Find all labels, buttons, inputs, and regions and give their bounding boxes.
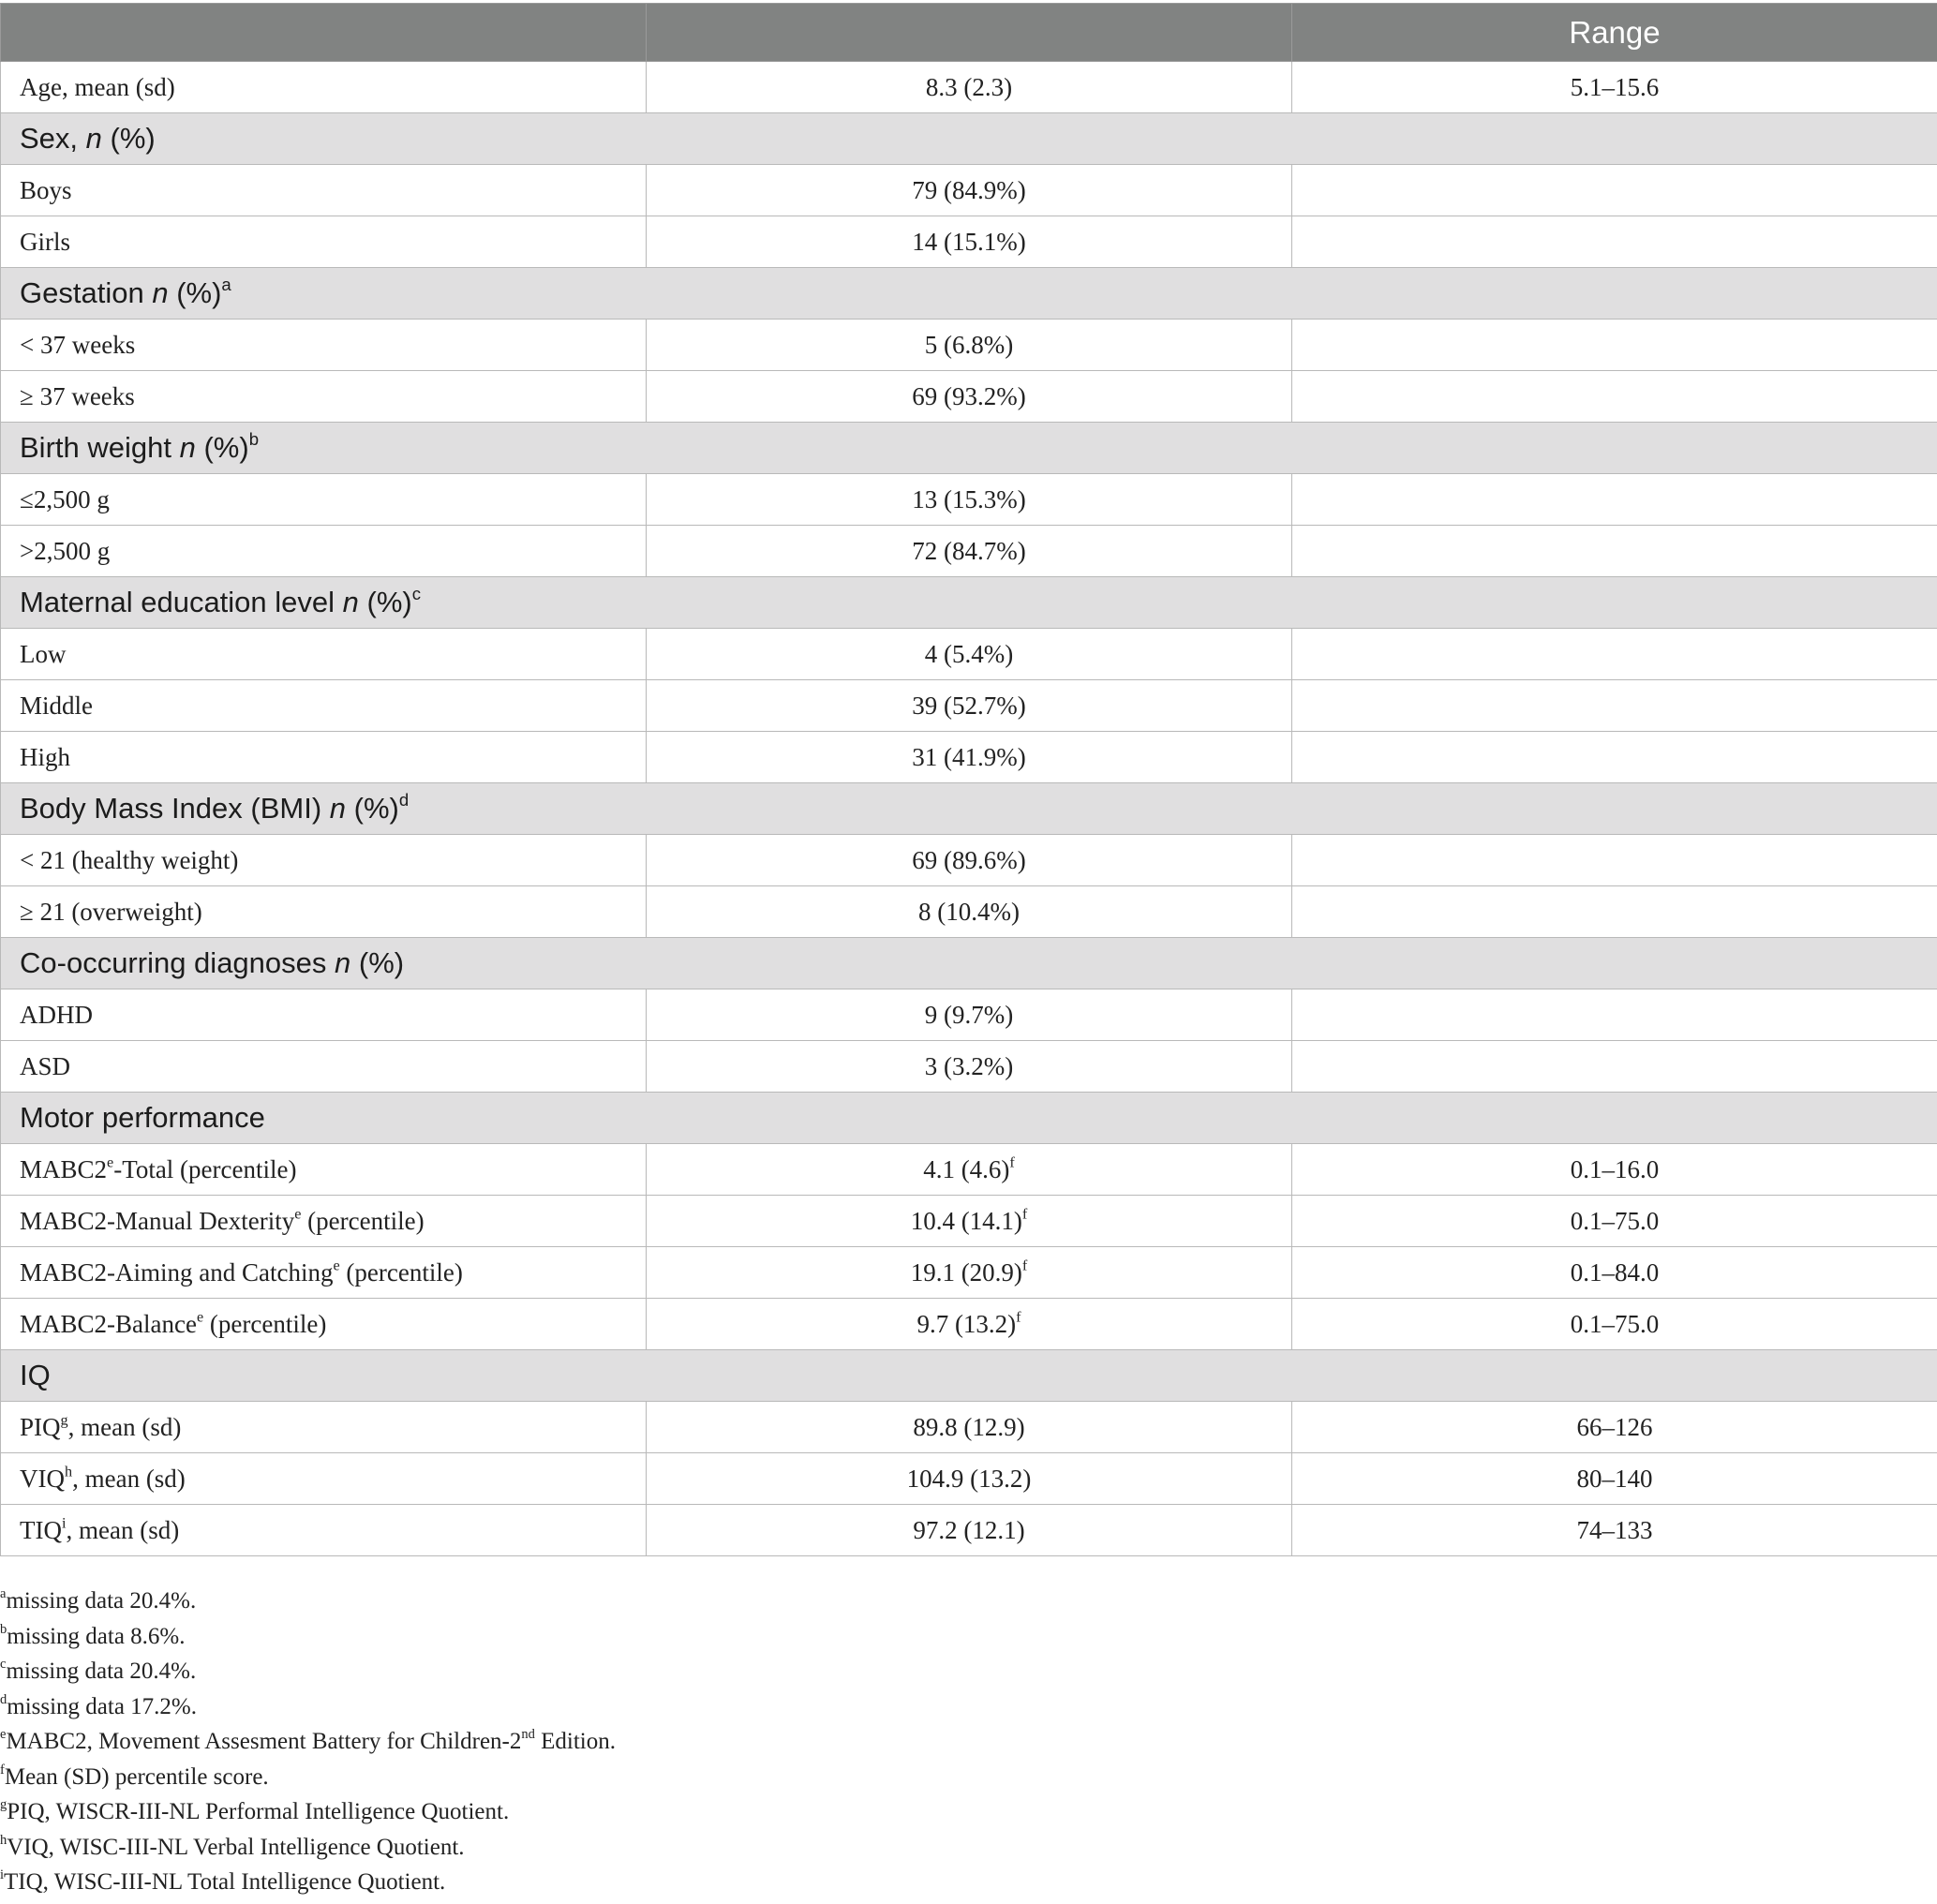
row-value: 8 (10.4%) bbox=[647, 886, 1292, 938]
table-row bbox=[1, 1453, 1937, 1505]
row-label: TIQ$^i$, mean (sd) bbox=[1, 1505, 647, 1556]
row-range bbox=[1292, 835, 1937, 886]
row-value: 104.9 (13.2) bbox=[647, 1453, 1292, 1505]
footnote: $^d$missing data 17.2%. bbox=[0, 1691, 198, 1719]
row-value: 31 (41.9%) bbox=[647, 732, 1292, 783]
section-birth-weight bbox=[1, 423, 1937, 474]
footnote: $^e$MABC2, Movement Assesment Battery for Children-2nd Edition. bbox=[0, 1727, 616, 1754]
row-range: 0.1–84.0 bbox=[1292, 1247, 1937, 1299]
footnote: $^i$TIQ, WISC-III-NL Total Intelligence Quotient. bbox=[0, 1867, 446, 1895]
row-value: 10.4 $(14.1)^f$ bbox=[647, 1196, 1292, 1247]
table-row bbox=[1, 526, 1937, 577]
row-label: Middle bbox=[1, 680, 647, 732]
row-value: 79 (84.9%) bbox=[647, 165, 1292, 216]
row-range: 0.1–75.0 bbox=[1292, 1299, 1937, 1350]
row-label: MABC2-Aiming and Catching$^e$ (percentile) bbox=[1, 1247, 647, 1299]
row-range bbox=[1292, 886, 1937, 938]
table-row bbox=[1, 320, 1937, 371]
row-value: 39 (52.7%) bbox=[647, 680, 1292, 732]
row-range: 0.1–75.0 bbox=[1292, 1196, 1937, 1247]
row-range bbox=[1292, 320, 1937, 371]
table-row bbox=[1, 629, 1937, 680]
row-range bbox=[1292, 680, 1937, 732]
footnote: $^h$VIQ, WISC-III-NL Verbal Intelligence Quotient. bbox=[0, 1832, 465, 1860]
table-row bbox=[1, 1402, 1937, 1453]
row-label: ASD bbox=[1, 1041, 647, 1093]
section-heading: Co-occurring diagnoses n (%) bbox=[1, 938, 1937, 989]
table-row bbox=[1, 62, 1937, 113]
footnote: $^c$missing data 20.4%. bbox=[0, 1657, 197, 1684]
row-label: ADHD bbox=[1, 989, 647, 1041]
table-row bbox=[1, 835, 1937, 886]
row-value: 4 (5.4%) bbox=[647, 629, 1292, 680]
row-label: High bbox=[1, 732, 647, 783]
row-value: 89.8 (12.9) bbox=[647, 1402, 1292, 1453]
row-value: 3 (3.2%) bbox=[647, 1041, 1292, 1093]
row-label: ≥ 21 (overweight) bbox=[1, 886, 647, 938]
section-iq bbox=[1, 1350, 1937, 1402]
row-value: 14 (15.1%) bbox=[647, 216, 1292, 268]
row-label: Boys bbox=[1, 165, 647, 216]
row-value: 19.1 $(20.9)^f$ bbox=[647, 1247, 1292, 1299]
section-maternal-education bbox=[1, 577, 1937, 629]
row-value: 9 (9.7%) bbox=[647, 989, 1292, 1041]
section-heading: IQ bbox=[1, 1350, 1937, 1402]
row-label: Age, mean (sd) bbox=[1, 62, 647, 113]
table-row bbox=[1, 680, 1937, 732]
row-value: 13 (15.3%) bbox=[647, 474, 1292, 526]
row-range: 66–126 bbox=[1292, 1402, 1937, 1453]
footnote: $^b$missing data 8.6%. bbox=[0, 1621, 186, 1649]
row-range bbox=[1292, 629, 1937, 680]
row-label: MABC2e-Total (percentile) bbox=[1, 1144, 647, 1196]
table-row bbox=[1, 1505, 1937, 1556]
section-motor bbox=[1, 1093, 1937, 1144]
footnotes bbox=[0, 1584, 616, 1900]
row-label: VIQ$^h$, mean (sd) bbox=[1, 1453, 647, 1505]
row-label: Low bbox=[1, 629, 647, 680]
table-row bbox=[1, 1196, 1937, 1247]
section-heading: Motor performance bbox=[1, 1093, 1937, 1144]
section-bmi bbox=[1, 783, 1937, 835]
row-range bbox=[1292, 989, 1937, 1041]
demographics-table bbox=[0, 3, 1937, 1556]
row-value: 72 (84.7%) bbox=[647, 526, 1292, 577]
table-row bbox=[1, 1041, 1937, 1093]
row-range bbox=[1292, 526, 1937, 577]
row-range: 0.1–16.0 bbox=[1292, 1144, 1937, 1196]
row-range: 5.1–15.6 bbox=[1292, 62, 1937, 113]
row-label: MABC2-Manual Dexterity$^e$ (percentile) bbox=[1, 1196, 647, 1247]
table-row bbox=[1, 371, 1937, 423]
footnote: $^f$Mean (SD) percentile score. bbox=[0, 1762, 269, 1790]
section-heading: Maternal education level n (%)$^c$ bbox=[1, 577, 1937, 629]
row-range bbox=[1292, 371, 1937, 423]
row-value: 5 (6.8%) bbox=[647, 320, 1292, 371]
header-col2 bbox=[647, 4, 1292, 62]
section-heading: Birth weight n (%)$^b$ bbox=[1, 423, 1937, 474]
header-col1 bbox=[1, 4, 647, 62]
footnote: $^a$missing data 20.4%. bbox=[0, 1586, 197, 1614]
row-value: 69 (89.6%) bbox=[647, 835, 1292, 886]
row-value: 97.2 (12.1) bbox=[647, 1505, 1292, 1556]
footnote: $^g$PIQ, WISCR-III-NL Performal Intelligence Quotient. bbox=[0, 1797, 510, 1824]
row-label: MABC2-Balance$^e$ (percentile) bbox=[1, 1299, 647, 1350]
row-range bbox=[1292, 216, 1937, 268]
row-range: 74–133 bbox=[1292, 1505, 1937, 1556]
row-label: >2,500 g bbox=[1, 526, 647, 577]
row-value: 8.3 (2.3) bbox=[647, 62, 1292, 113]
section-heading: Sex, n (%) bbox=[1, 113, 1937, 165]
header-range: Range bbox=[1292, 4, 1937, 62]
header-row bbox=[1, 4, 1937, 62]
row-label: Girls bbox=[1, 216, 647, 268]
table-row bbox=[1, 474, 1937, 526]
section-gestation bbox=[1, 268, 1937, 320]
row-range bbox=[1292, 165, 1937, 216]
row-range: 80–140 bbox=[1292, 1453, 1937, 1505]
table-row bbox=[1, 989, 1937, 1041]
table-row bbox=[1, 732, 1937, 783]
row-range bbox=[1292, 732, 1937, 783]
section-heading: Body Mass Index (BMI) n (%)$^d$ bbox=[1, 783, 1937, 835]
row-label: < 37 weeks bbox=[1, 320, 647, 371]
row-value: 9.7 $(13.2)^f$ bbox=[647, 1299, 1292, 1350]
row-label: ≤2,500 g bbox=[1, 474, 647, 526]
section-sex bbox=[1, 113, 1937, 165]
table-row bbox=[1, 165, 1937, 216]
row-range bbox=[1292, 474, 1937, 526]
row-label: PIQ$^g$, mean (sd) bbox=[1, 1402, 647, 1453]
table-row bbox=[1, 1299, 1937, 1350]
table-row bbox=[1, 216, 1937, 268]
row-range bbox=[1292, 1041, 1937, 1093]
section-co-occurring bbox=[1, 938, 1937, 989]
row-value: 4.1 $(4.6)^f$ bbox=[647, 1144, 1292, 1196]
section-heading: Gestation n (%)$^a$ bbox=[1, 268, 1937, 320]
row-label: < 21 (healthy weight) bbox=[1, 835, 647, 886]
row-value: 69 (93.2%) bbox=[647, 371, 1292, 423]
table-row bbox=[1, 1144, 1937, 1196]
row-label: ≥ 37 weeks bbox=[1, 371, 647, 423]
table-row bbox=[1, 886, 1937, 938]
table-row bbox=[1, 1247, 1937, 1299]
